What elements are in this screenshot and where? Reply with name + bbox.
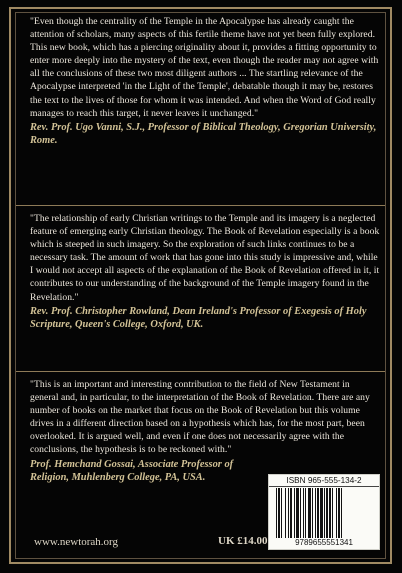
section-divider: [16, 371, 385, 372]
barcode-digits: 9789655551341: [295, 538, 353, 547]
endorsement-attribution: Rev. Prof. Christopher Rowland, Dean Ireland's Professor of Exegesis of Holy Scripture, Queen's College, Oxford, UK.: [30, 305, 367, 331]
endorsement-vanni: [30, 15, 380, 148]
endorsement-quote: "Even though the centrality of the Temple in the Apocalypse has already caught the attention of scholars, many aspects of this fertile theme have not yet been fully explored. This new book, which has a piercing originality about it, provides a fitting opportunity to enter more deeply into the mystery of the text, even though the reader may not agree with all the conclusions of these two most diligent authors ... The startling relevance of the Apocalypse interpreted 'in the Light of the Temple', debatable though it may be, restores the text to the lives of those for whom it was intended. And when the Word of God really manages to reach this target, it never leaves it unchanged.": [30, 16, 379, 119]
endorsement-quote: "This is an important and interesting contribution to the field of New Testament in general and, in particular, to the interpretation of the Book of Revelation. There are any number of books on the market that focus on the Book of Revelation but this volume drives in a different direction based on a hypothesis which has, for the most part, been overlooked. It is argued well, and even if one does not necessarily agree with the conclusions, the hypothesis is to be reckoned with.": [30, 379, 370, 456]
endorsement-quote: "The relationship of early Christian writings to the Temple and its imagery is a neglected feature of emerging early Christian theology. The Book of Revelation especially is a book which is steeped in such imagery. So the exploration of such links continues to be a necessary task. The amount of work that has gone into this study is impressive and, while I would not accept all aspects of the explanation of the Book of Revelation offered in it, it contributes to our understanding of the background of the Temple imagery found in the Revelation.": [30, 213, 380, 303]
endorsement-attribution: Prof. Hemchand Gossai, Associate Professor of Religion, Muhlenberg College, PA, USA.: [30, 458, 234, 483]
website-link[interactable]: www.newtorah.org: [34, 536, 119, 548]
price-label: UK £14.00: [218, 535, 268, 547]
isbn-barcode: [268, 474, 380, 550]
endorsement-attribution: Rev. Prof. Ugo Vanni, S.J., Professor of Biblical Theology, Gregorian University, Rome.: [30, 121, 377, 147]
endorsement-gossai: [30, 378, 380, 484]
isbn-label: ISBN 965-555-134-2: [269, 475, 379, 487]
section-divider: [16, 205, 385, 206]
barcode-icon: [275, 488, 375, 538]
endorsement-rowland: [30, 212, 380, 331]
